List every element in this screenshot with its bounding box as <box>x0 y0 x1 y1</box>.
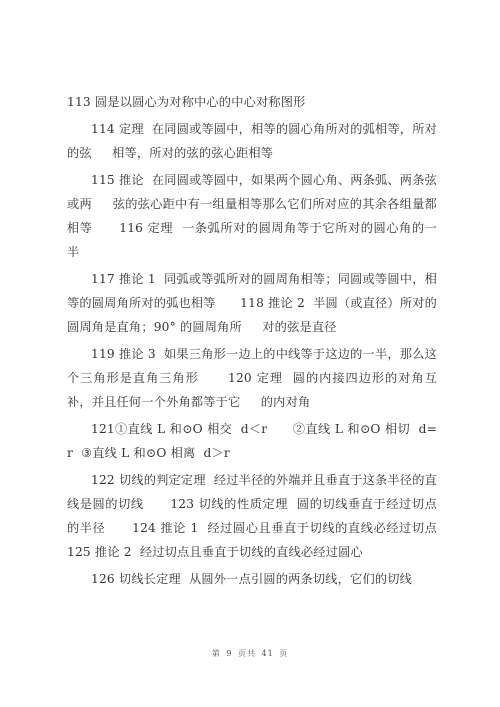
paragraph-121: 121①直线 L 和⊙O 相交 d＜r ②直线 L 和⊙O 相切 d=r ③直线 L 和⊙O 相离 d＞r <box>67 422 437 460</box>
footer-total-pages: 41 <box>261 649 274 658</box>
paragraph-126: 126 切线长定理 从圆外一点引圆的两条切线，它们的切线 <box>91 572 412 586</box>
footer-prefix: 第 <box>211 649 221 658</box>
paragraph-115-116: 115 推论 在同圆或等圆中，如果两个圆心角、两条弧、两条弦或两 弦的弦心距中有一组量相等那么它们所对应的其余各组量都相等 116 定理 一条弧所对的圆周角等于它所对的圆心角的一半 <box>67 173 437 259</box>
document-body <box>67 90 462 594</box>
paragraph-119-120: 119 推论 3 如果三角形一边上的中线等于这边的一半，那么这个三角形是直角三角形 120 定理 圆的内接四边形的对角互补，并且任何一个外角都等于它 的内对角 <box>67 347 437 409</box>
page-footer <box>0 648 500 659</box>
paragraph-117-118: 117 推论 1 同弧或等弧所对的圆周角相等；同圆或等圆中，相等的圆周角所对的弧也相等 118 推论 2 半圆（或直径）所对的圆周角是直角；90° 的圆周角所 对的弦是直径 <box>67 272 437 334</box>
footer-middle: 页共 <box>237 649 256 658</box>
paragraph-122-125: 122 切线的判定定理 经过半径的外端并且垂直于这条半径的直线是圆的切线 123 切线的性质定理 圆的切线垂直于经过切点的半径 124 推论 1 经过圆心且垂直于切线的直线必经过切点 125 推论 2 经过切点且垂直于切线的直线必经过圆心 <box>67 473 462 559</box>
paragraph-113: 113 圆是以圆心为对称中心的中心对称图形 <box>67 95 306 109</box>
footer-suffix: 页 <box>279 649 289 658</box>
footer-page-number: 9 <box>226 649 233 658</box>
paragraph-114: 114 定理 在同圆或等圆中，相等的圆心角所对的弧相等，所对的弦 相等，所对的弦的弦心距相等 <box>67 122 437 160</box>
